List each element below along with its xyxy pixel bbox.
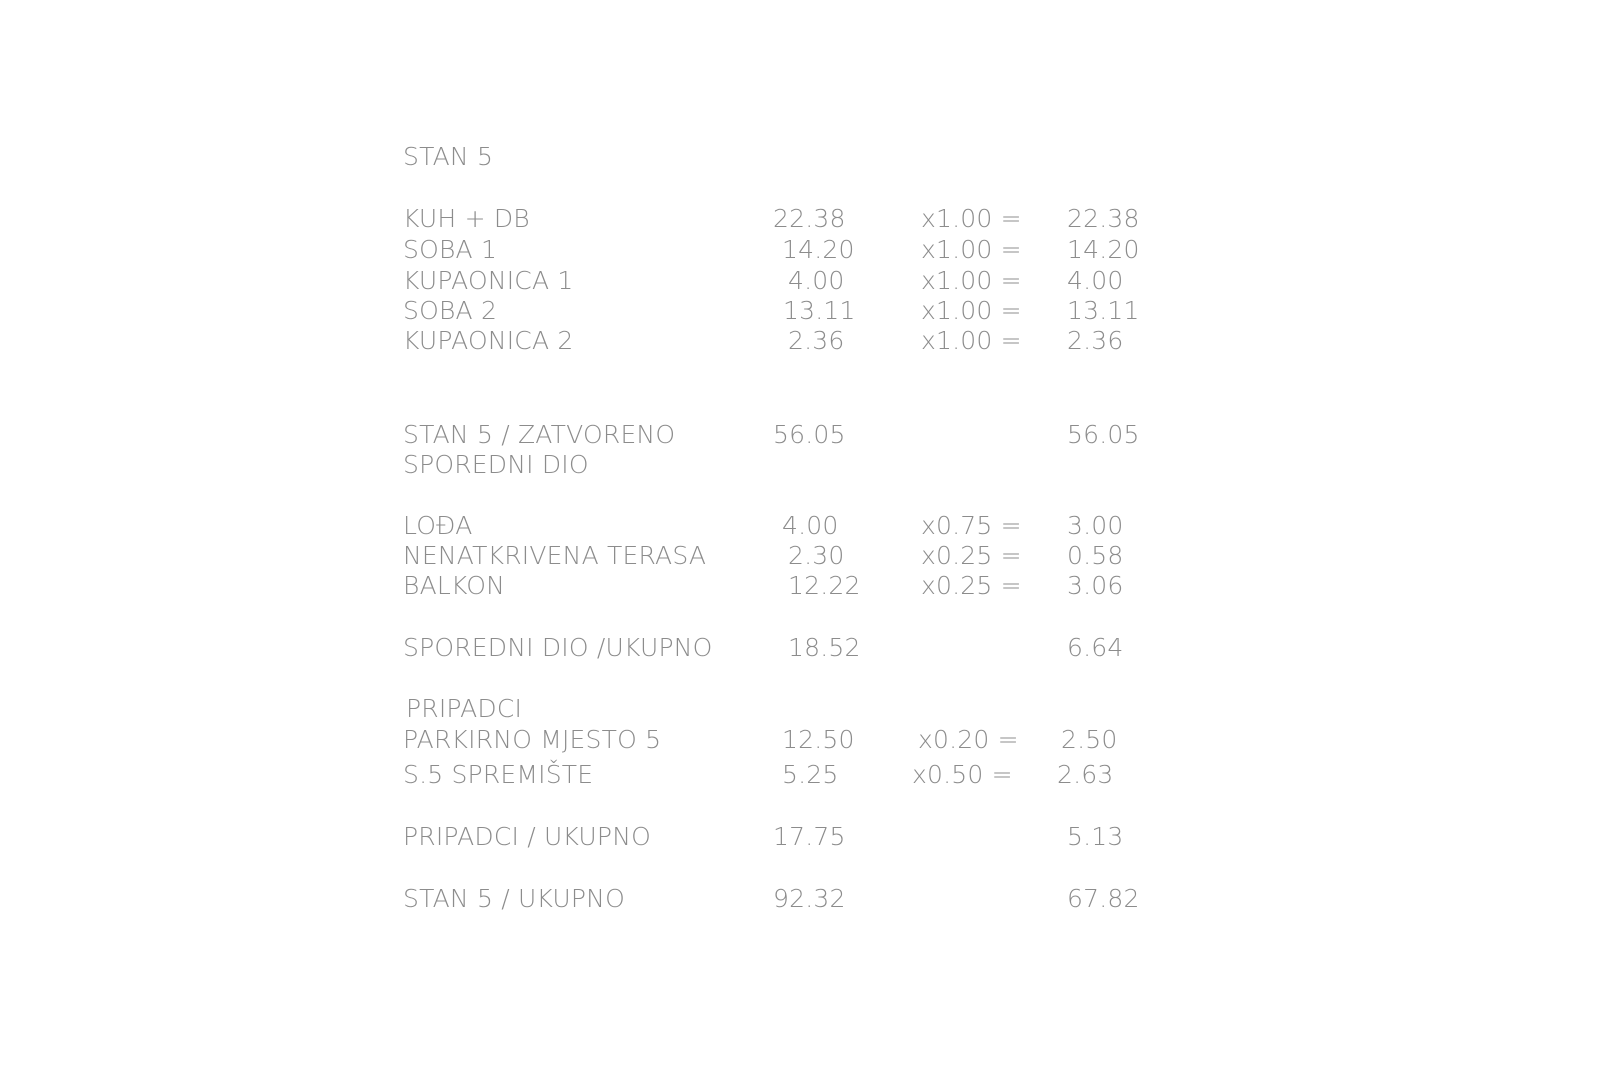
row-label: NENATKRIVENA TERASA: [403, 541, 707, 570]
row-area: 4.00: [782, 511, 839, 540]
row-factor: x1.00 =: [921, 204, 1022, 233]
row-label: S.5 SPREMIŠTE: [403, 760, 594, 789]
appurtenances-total-result: 5.13: [1067, 822, 1124, 851]
grand-total-area: 92.32: [773, 884, 846, 913]
row-area: 4.00: [788, 266, 845, 295]
secondary-total-area: 18.52: [788, 633, 861, 662]
row-area: 2.30: [788, 541, 845, 570]
row-factor: x1.00 =: [921, 266, 1022, 295]
row-label: BALKON: [403, 571, 506, 600]
row-area: 12.22: [788, 571, 861, 600]
page-title: STAN 5: [403, 142, 494, 171]
grand-total-result: 67.82: [1067, 884, 1140, 913]
row-result: 2.50: [1061, 725, 1118, 754]
row-label: KUH + DB: [403, 204, 530, 233]
row-factor: x0.50 =: [912, 760, 1013, 789]
row-area: 14.20: [782, 235, 855, 264]
secondary-heading: SPOREDNI DIO: [403, 450, 589, 479]
row-area: 5.25: [782, 760, 839, 789]
row-label: SOBA 1: [403, 235, 498, 264]
closed-total-label: STAN 5 / ZATVORENO: [403, 420, 676, 449]
appurtenances-heading: PRIPADCI: [406, 694, 523, 723]
row-area: 22.38: [773, 204, 846, 233]
row-factor: x0.25 =: [921, 541, 1022, 570]
secondary-total-label: SPOREDNI DIO /UKUPNO: [403, 633, 713, 662]
row-label: KUPAONICA 1: [403, 266, 574, 295]
row-area: 13.11: [783, 296, 856, 325]
row-factor: x1.00 =: [921, 296, 1022, 325]
closed-total-result: 56.05: [1067, 420, 1140, 449]
row-label: KUPAONICA 2: [403, 326, 574, 355]
appurtenances-total-label: PRIPADCI / UKUPNO: [403, 822, 651, 851]
row-result: 3.00: [1067, 511, 1124, 540]
row-factor: x1.00 =: [921, 326, 1022, 355]
row-result: 22.38: [1067, 204, 1140, 233]
closed-total-area: 56.05: [773, 420, 846, 449]
secondary-total-result: 6.64: [1067, 633, 1124, 662]
row-result: 2.63: [1057, 760, 1114, 789]
row-factor: x0.75 =: [921, 511, 1022, 540]
row-factor: x0.20 =: [918, 725, 1019, 754]
grand-total-label: STAN 5 / UKUPNO: [403, 884, 625, 913]
row-result: 13.11: [1067, 296, 1140, 325]
row-result: 2.36: [1067, 326, 1124, 355]
row-label: PARKIRNO MJESTO 5: [403, 725, 662, 754]
row-result: 14.20: [1067, 235, 1140, 264]
row-label: SOBA 2: [403, 296, 498, 325]
row-area: 2.36: [788, 326, 845, 355]
row-factor: x0.25 =: [921, 571, 1022, 600]
row-result: 4.00: [1067, 266, 1124, 295]
row-area: 12.50: [782, 725, 855, 754]
appurtenances-total-area: 17.75: [773, 822, 846, 851]
row-result: 3.06: [1067, 571, 1124, 600]
row-result: 0.58: [1067, 541, 1124, 570]
row-label: LOĐA: [403, 511, 473, 540]
row-factor: x1.00 =: [921, 235, 1022, 264]
